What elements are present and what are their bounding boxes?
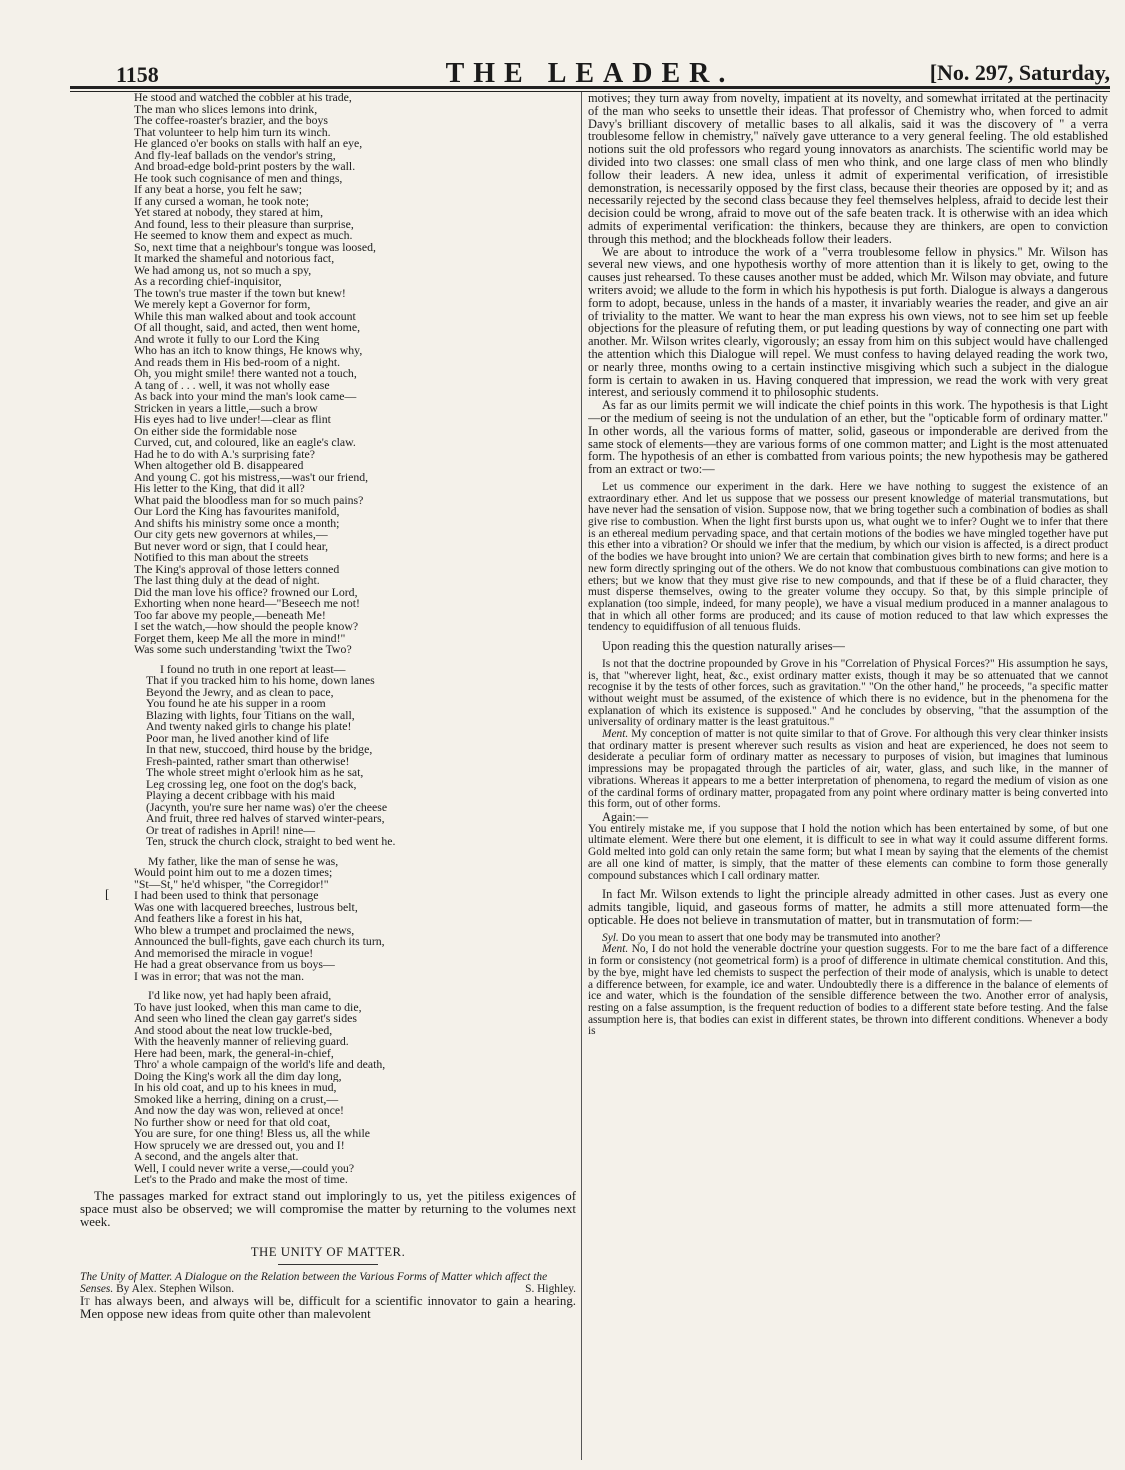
poem-line: That if you tracked him to his home, down lanes: [146, 675, 375, 687]
poem-line: "St—St," he'd whisper, "the Corregidor!": [134, 878, 329, 890]
extract-paragraph: You entirely mistake me, if you suppose that I hold the notion which has been entertained by some, of but one ultimate element. Were there but one element, it is difficult to see in what way it could assume different forms. Gold melted into gold can only retain the same form; but what I mean by saying that the elements of the chemist are all one kind of matter, is simply, that the matter of these elements can combine to form those generally compound substances which I call ordinary matter.: [588, 822, 1108, 882]
issue-info: [No. 297, Saturday,: [929, 60, 1110, 85]
speaker-label: Ment.: [602, 943, 629, 956]
poem-line: And memorised the miracle in vogue!: [134, 947, 314, 959]
poem-stanza: [134, 856, 576, 983]
poem-line: No further show or need for that old coat,: [134, 1116, 331, 1128]
poem-line: The coffee-roaster's brazier, and the boys: [134, 115, 329, 127]
article-paragraph: Upon reading this the question naturally arises—: [602, 639, 845, 654]
poem-line: A tang of . . . well, it was not wholly ease: [134, 379, 330, 391]
poem-line: Leg crossing leg, one foot on the dog's back,: [146, 778, 357, 790]
poem-line: Would point him out to me a dozen times;: [134, 867, 333, 879]
poem-line: Stricken in years a little,—such a brow: [134, 402, 318, 414]
poem-stanza: [134, 92, 576, 656]
dialogue-text: No, I do not hold the venerable doctrine your question suggests. For to me the bare fact of a difference in form or consistency (not geometrical form) is a proof of difference in ultimate chemical constitution. And this, by the bye, might have led chemists to suspect the perfection of their mode of analysis, which is unable to detect a difference between, for example, ice and water. Undoubtedly there is a difference in the balance of elements of ice and water, which is the foundation of the sensible difference between the two. Another error of analysis, resting on a false assumption, is the frequent reduction of bodies to a different state before testing. And the false assumption here is, that bodies can exist in different states, be thrown into different conditions. Whenever a body is: [588, 943, 1108, 1038]
poem-line: Who blew a trumpet and proclaimed the news,: [134, 924, 355, 936]
poem-line: Yet stared at nobody, they stared at him,: [134, 207, 324, 219]
poem-line: So, next time that a neighbour's tongue was loosed,: [134, 241, 376, 253]
poem-line: I'd like now, yet had haply been afraid,: [148, 990, 332, 1002]
dialogue-text: My conception of matter is not quite similar to that of Grove. For although this very clear thinker insists that ordinary matter is present wherever such results as vision and heat are experienced, he does not seem to desiderate a peculiar form of ordinary matter as necessary to purposes of vision, but imagines that luminous impressions may be propagated through the particles of air, water, glass, and such like, in the manner of vibrations. Whereas it appears to me a better interpretation of phenomena, to regard the medium of vision as one of the cardinal forms of ordinary matter, propagated from any point where ordinary matter is being converted into this form, out of other forms.: [588, 728, 1108, 811]
poem-line: I set the watch,—how should the people know?: [134, 621, 359, 633]
poem-line: My father, like the man of sense he was,: [148, 855, 339, 867]
poem-line: Our Lord the King has favourites manifold,: [134, 506, 340, 518]
poem-line: And fruit, three red halves of starved winter-pears,: [146, 813, 385, 825]
poem-line: I had been used to think that personage: [134, 890, 319, 902]
speaker-label: Ment.: [602, 728, 629, 741]
article-opening: [80, 1295, 576, 1321]
poem-line: If any beat a horse, you felt he saw;: [134, 184, 303, 196]
article-paragraph: As far as our limits permit we will indicate the chief points in this work. The hypothesis is that Light—or the medium of seeing is not the undulation of an ether, but the "opticable form of ordinary matter." In other words, all the various forms of matter, solid, gaseous or imponderable are derived from the same stock of elements—they are various forms of one common matter; and Light is the most attenuated form. The hypothesis of an ether is combatted from various points; the new hypothesis may be gathered from an extract or two:—: [588, 398, 1108, 477]
poem-line: Announced the bull-fights, gave each church its turn,: [134, 936, 385, 948]
poem-line: Too far above my people,—beneath Me!: [134, 609, 326, 621]
extract-paragraph: Let us commence our experiment in the dark. Here we have nothing to suggest the existence of an extraordinary ether. And let us suppose that we possess our present knowledge of material transmutations, but have never had the sensation of vision. Suppose now, that we bring together such a combination of bodies as shall give rise to combustion. When the light first bursts upon us, what ought we to infer? Ought we to infer that there is an ethereal medium pervading space, and that certain motions of the bodies we have mingled together have put this ether into a vibration? Or should we infer that the medium, by which our vision is affected, is a direct product of the bodies we have brought into union? We are certain that combination gives birth to new forms; and here is a new form directly springing out of the others. We do not know that combustuous combinations can give motion to ethers; but we know that they must give rise to new compounds, and that if these be of a fluid character, they must disperse themselves, owing to the greater volume they occupy. So that, by this simple principle of explanation (too simple, indeed, for many people), we have a visual medium produced in a manner analagous to that in which all other forms are produced; and its cause of motion reduced to that law which expresses the tendency to equidiffusion of all tenuous fluids.: [588, 480, 1108, 634]
poem-line: We had among us, not so much a spy,: [134, 264, 312, 276]
poem-line: Was some such understanding 'twixt the Two?: [134, 644, 352, 656]
poem-line: The man who slices lemons into drink,: [134, 103, 318, 115]
poem-line: And seen who lined the clean gay garret's sides: [134, 1013, 357, 1025]
masthead-title: THE LEADER.: [445, 58, 735, 89]
citation-author: By Alex. Stephen Wilson.: [116, 1282, 235, 1295]
poem-line: I was in error; that was not the man.: [134, 970, 305, 982]
poem-line: If any cursed a woman, he took note;: [134, 195, 309, 207]
poem-line: And young C. got his mistress,—was't our friend,: [134, 471, 369, 483]
poem-line: We merely kept a Governor for form,: [134, 299, 311, 311]
poem-line: And broad-edge bold-print posters by the wall.: [134, 161, 356, 173]
citation-title: The Unity of Matter. A Dialogue on the Relation between the Various Forms of Matter which affect the Senses.: [80, 1270, 548, 1295]
poem-line: That volunteer to help him turn its winch.: [134, 126, 331, 138]
poem-line: Doing the King's work all the dim day long,: [134, 1070, 342, 1082]
poem-line: Curved, cut, and coloured, like an eagle's claw.: [134, 437, 356, 449]
poem-line: While this man walked about and took account: [134, 310, 356, 322]
poem-line: When altogether old B. disappeared: [134, 460, 304, 472]
poem-line: Blazing with lights, four Titians on the wall,: [146, 709, 355, 721]
lead-word: It: [80, 1293, 90, 1308]
poem-line: Our city gets new governors at whiles,—: [134, 529, 328, 541]
poem-line: (Jacynth, you're sure her name was) o'er the cheese: [146, 801, 388, 813]
poem-line: Notified to this man about the streets: [134, 552, 309, 564]
poem-line: I found no truth in one report at least—: [160, 663, 346, 675]
poem-stanza: [146, 664, 576, 848]
poem-line: The town's true master if the town but knew!: [134, 287, 346, 299]
poem-line: Fresh-painted, rather smart than otherwise!: [146, 755, 350, 767]
poem-line: As a recording chief-inquisitor,: [134, 276, 282, 288]
poem-line: And now the day was won, relieved at once!: [134, 1105, 344, 1117]
poem-line: And fly-leaf ballads on the vendor's string,: [134, 149, 336, 161]
dialogue-ment: [588, 944, 1108, 1038]
poem-line: Oh, you might smile! there wanted not a touch,: [134, 368, 357, 380]
poem-line: Here had been, mark, the general-in-chief,: [134, 1047, 334, 1059]
poem-line: Was one with lacquered breeches, lustrous belt,: [134, 901, 358, 913]
poem-line: And found, less to their pleasure than surprise,: [134, 218, 354, 230]
poem-line: And twenty naked girls to change his plate!: [146, 721, 352, 733]
poem-line: And shifts his ministry some once a month;: [134, 517, 340, 529]
poem-line: And reads them in His bed-room of a night.: [134, 356, 341, 368]
poem-line: Did the man love his office? frowned our Lord,: [134, 586, 358, 598]
right-column: [588, 92, 1108, 1462]
poem-line: His eyes had to live under!—clear as flint: [134, 414, 331, 426]
extract-paragraph: Is not that the doctrine propounded by Grove in his "Correlation of Physical Forces?" His assumption he says, is, that "wherever light, heat, &c., exist ordinary matter exists, though it may be so attenuated that we cannot recognise it by the tests of other forces, such as gravitation." "On the other hand," he proceeds, "a specific matter without weight must be assumed, of the existence of which there is no evidence, but in the phenomena for the explanation of which its existence is supposed." And he concludes by observing, "that the assumption of the universality of ordinary matter is the least gratuitous.": [588, 657, 1108, 729]
poem-line: How sprucely we are dressed out, you and I!: [134, 1139, 345, 1151]
poem: [80, 92, 576, 1186]
poem-line: He had a great observance from us boys—: [134, 959, 335, 971]
article-paragraph: motives; they turn away from novelty, impatient at its novelty, and somewhat irritated at the pertinacity of the man who seeks to unsettle their ideas. That professor of Chemistry who, when forced to admit Davy's brilliant discovery of metallic bases to all alkalis, said it was the discovery of " a verra troublesome fellow in chemistry," naïvely gave utterance to a very general feeling. The old established notions suit the old professors who regard young innovators as anarchists. The scientific world may be divided into two classes: one small class of men who think, and one large class of men who blindly follow their leaders. A new idea, unless it admit of experimental verification, of irresistible demonstration, is necessarily opposed by the first class, because their theories are opposed by it; and as necessarily rejected by the second class because they feel themselves helpless, afraid to decide lest their decision could be wrong, afraid to move out of the safe beaten track. It is otherwise with an idea which admits of experimental verification: the thinkers, because they are thinkers, are open to conviction through this method; and the blockheads follow their leaders.: [588, 92, 1108, 246]
poem-line: The King's approval of those letters conned: [134, 563, 340, 575]
poem-line: He took such cognisance of men and things,: [134, 172, 343, 184]
extract-bracket-mark: [: [105, 886, 110, 901]
poem-line: The last thing duly at the dead of night.: [134, 575, 320, 587]
article-paragraph: In fact Mr. Wilson extends to light the principle already admitted in other cases. Just as every one admits tangible, liquid, and gaseous forms of matter, he admits a still more attenuated form—the opticable. He does not believe in transmutation of matter, but in transmutation of form:—: [588, 887, 1108, 927]
poem-line: As back into your mind the man's look came—: [134, 391, 357, 403]
heading-rule: [278, 1264, 378, 1265]
poem-line: Poor man, he lived another kind of life: [146, 732, 329, 744]
poem-line: Let's to the Prado and make the most of time.: [134, 1174, 348, 1186]
poem-line: You found he ate his supper in a room: [146, 698, 326, 710]
book-citation: [80, 1271, 576, 1295]
again-label: Again:—: [602, 809, 649, 824]
poem-stanza: [134, 990, 576, 1186]
poem-line: And wrote it fully to our Lord the King: [134, 333, 320, 345]
poem-line: He stood and watched the cobbler at his trade,: [134, 92, 352, 104]
poem-line: In that new, stuccoed, third house by the bridge,: [146, 744, 373, 756]
poem-line: But never word or sign, that I could hear,: [134, 540, 329, 552]
speaker-label: Syl.: [602, 931, 619, 944]
poem-line: His letter to the King, that did it all?: [134, 483, 305, 495]
closing-paragraph: The passages marked for extract stand out imploringly to us, yet the pitiless exigences of space must also be observed; we will compromise the matter by returning to the volumes next week.: [80, 1188, 576, 1229]
poem-line: Had he to do with A.'s surprising fate?: [134, 448, 316, 460]
poem-line: Playing a decent cribbage with his maid: [146, 790, 335, 802]
poem-line: In his old coat, and up to his knees in mud,: [134, 1082, 337, 1094]
citation-publisher: S. Highley.: [525, 1282, 576, 1295]
poem-line: He glanced o'er books on stalls with half an eye,: [134, 138, 363, 150]
poem-line: And stood about the neat low truckle-bed,: [134, 1024, 333, 1036]
poem-line: And feathers like a forest in his hat,: [134, 913, 303, 925]
poem-line: He seemed to know them and expect as much.: [134, 230, 353, 242]
dialogue-text: Do you mean to assert that one body may be transmuted into another?: [618, 931, 941, 944]
left-column: [80, 92, 576, 1462]
poem-line: Smoked like a herring, dining on a crust,—: [134, 1093, 339, 1105]
dialogue-ment: [588, 729, 1108, 811]
column-divider: [581, 92, 582, 1460]
poem-line: Ten, struck the church clock, straight to bed went he.: [146, 836, 396, 848]
poem-line: A second, and the angels alter that.: [134, 1151, 299, 1163]
poem-line: The whole street might o'erlook him as he sat,: [146, 767, 364, 779]
lead-text: has always been, and always will be, difficult for a scientific innovator to gain a hearing. Men oppose new ideas from quite other than malevolent: [80, 1293, 576, 1321]
poem-line: With the heavenly manner of relieving guard.: [134, 1036, 349, 1048]
poem-line: Of all thought, said, and acted, then went home,: [134, 322, 361, 334]
poem-line: Beyond the Jewry, and as clean to pace,: [146, 686, 334, 698]
poem-line: Forget them, keep Me all the more in mind!": [134, 632, 346, 644]
article-paragraph: We are about to introduce the work of a "verra troublesome fellow in physics." Mr. Wilson has several new views, and one hypothesis worthy of more attention than it is likely to get, owing to the causes just rehearsed. To these causes another must be added, which Mr. Wilson may obviate, and future writers avoid; we allude to the form in which his hypothesis is put forth. Dialogue is always a dangerous form to adopt, because, unless in the hands of a master, it invariably wearies the reader, and give an air of triviality to the matter. We want to hear the man express his own views, not to see him set up feeble objections for the pleasure of refuting them, or put leading questions by way of connecting one part with another. Mr. Wilson writes clearly, vigorously; an essay from him on this subject would have challenged the attention which this Dialogue will repel. We must confess to having delayed reading the work two, or nearly three, months owing to a certain instinctive misgiving which such a subject in the dialogue form is certain to awaken in us. Having conquered that impression, we read the work with very great interest, and seriously commend it to philosophic students.: [588, 244, 1108, 400]
poem-line: Well, I could never write a verse,—could you?: [134, 1162, 355, 1174]
poem-line: Thro' a whole campaign of the world's life and death,: [134, 1059, 386, 1071]
poem-line: Exhorting when none heard—"Beseech me not!: [134, 598, 360, 610]
poem-line: Or treat of radishes in April! nine—: [146, 824, 316, 836]
poem-line: What paid the bloodless man for so much pains?: [134, 494, 364, 506]
poem-line: To have just looked, when this man came to die,: [134, 1001, 362, 1013]
page-number: 1158: [116, 62, 159, 87]
poem-line: Who has an itch to know things, He knows why,: [134, 345, 363, 357]
article-heading: THE UNITY OF MATTER.: [250, 1244, 406, 1259]
poem-line: It marked the shameful and notorious fact,: [134, 253, 335, 265]
poem-line: You are sure, for one thing! Bless us, all the while: [134, 1128, 371, 1140]
header-rule: [70, 86, 1110, 89]
poem-line: On either side the formidable nose: [134, 425, 297, 437]
